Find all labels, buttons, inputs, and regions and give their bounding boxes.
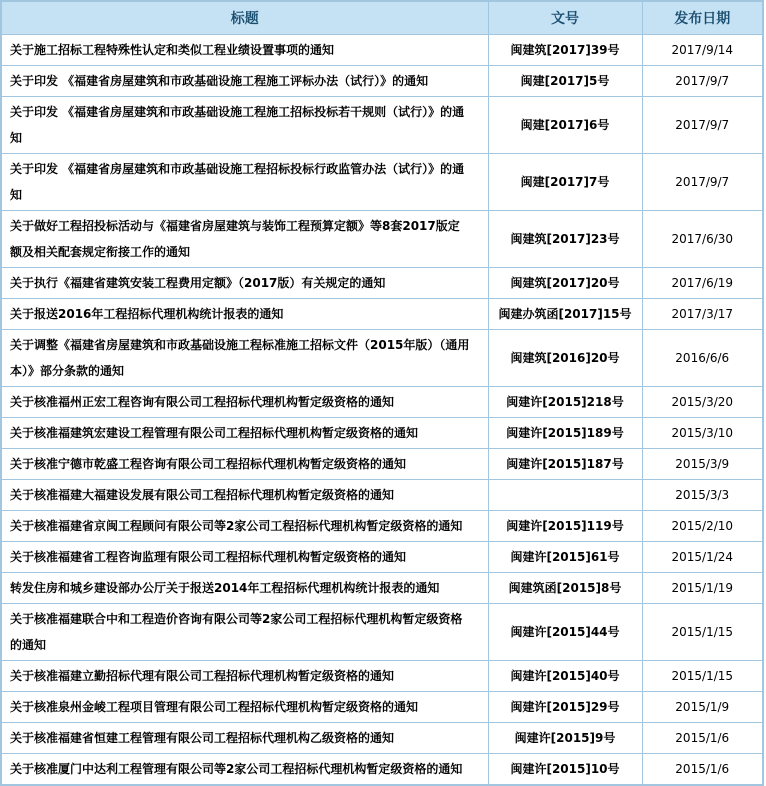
notice-title-cell[interactable]: 关于核准厦门中达利工程管理有限公司等2家公司工程招标代理机构暂定级资格的通知 xyxy=(1,753,488,785)
publish-date-cell: 2015/1/15 xyxy=(642,660,763,691)
notice-title-cell[interactable]: 关于核准福建筑宏建设工程管理有限公司工程招标代理机构暂定级资格的通知 xyxy=(1,417,488,448)
table-row xyxy=(1,96,763,153)
table-row xyxy=(1,153,763,210)
notice-title-cell[interactable]: 关于核准福建省恒建工程管理有限公司工程招标代理机构乙级资格的通知 xyxy=(1,722,488,753)
doc-number-cell: 闽建许[2015]187号 xyxy=(488,448,642,479)
publish-date-cell: 2015/3/10 xyxy=(642,417,763,448)
doc-number-cell: 闽建许[2015]218号 xyxy=(488,386,642,417)
notice-title-cell[interactable]: 关于报送2016年工程招标代理机构统计报表的通知 xyxy=(1,298,488,329)
table-row xyxy=(1,65,763,96)
notice-title-cell[interactable]: 关于印发 《福建省房屋建筑和市政基础设施工程施工评标办法（试行）》的通知 xyxy=(1,65,488,96)
table-row xyxy=(1,691,763,722)
doc-number-cell: 闽建[2017]6号 xyxy=(488,96,642,153)
doc-number-cell: 闽建筑[2017]39号 xyxy=(488,34,642,65)
notice-title-cell[interactable]: 关于核准福建省京闽工程顾问有限公司等2家公司工程招标代理机构暂定级资格的通知 xyxy=(1,510,488,541)
table-row xyxy=(1,386,763,417)
publish-date-cell: 2015/1/15 xyxy=(642,603,763,660)
publish-date-cell: 2015/1/9 xyxy=(642,691,763,722)
table-row xyxy=(1,448,763,479)
doc-number-cell: 闽建筑[2017]23号 xyxy=(488,210,642,267)
publish-date-cell: 2015/1/24 xyxy=(642,541,763,572)
notice-title-cell[interactable]: 关于执行《福建省建筑安装工程费用定额》（2017版）有关规定的通知 xyxy=(1,267,488,298)
publish-date-cell: 2017/9/7 xyxy=(642,65,763,96)
doc-number-cell: 闽建许[2015]119号 xyxy=(488,510,642,541)
publish-date-cell: 2017/6/19 xyxy=(642,267,763,298)
publish-date-cell: 2015/3/3 xyxy=(642,479,763,510)
notice-title-cell[interactable]: 关于印发 《福建省房屋建筑和市政基础设施工程施工招标投标若干规则（试行）》的通知 xyxy=(1,96,488,153)
doc-number-cell: 闽建[2017]5号 xyxy=(488,65,642,96)
table-row xyxy=(1,329,763,386)
table-row xyxy=(1,510,763,541)
doc-number-cell: 闽建许[2015]40号 xyxy=(488,660,642,691)
doc-number-cell: 闽建筑[2016]20号 xyxy=(488,329,642,386)
table-row xyxy=(1,753,763,785)
doc-number-cell: 闽建许[2015]61号 xyxy=(488,541,642,572)
table-row xyxy=(1,541,763,572)
publish-date-cell: 2017/9/7 xyxy=(642,153,763,210)
notice-title-cell[interactable]: 转发住房和城乡建设部办公厅关于报送2014年工程招标代理机构统计报表的通知 xyxy=(1,572,488,603)
publish-date-cell: 2017/9/7 xyxy=(642,96,763,153)
notice-title-cell[interactable]: 关于核准福州正宏工程咨询有限公司工程招标代理机构暂定级资格的通知 xyxy=(1,386,488,417)
table-header-row xyxy=(1,1,763,34)
publish-date-cell: 2017/3/17 xyxy=(642,298,763,329)
publish-date-cell: 2015/1/19 xyxy=(642,572,763,603)
publish-date-cell: 2015/1/6 xyxy=(642,753,763,785)
notice-title-cell[interactable]: 关于核准福建立勤招标代理有限公司工程招标代理机构暂定级资格的通知 xyxy=(1,660,488,691)
table-row xyxy=(1,34,763,65)
table-row xyxy=(1,722,763,753)
notice-title-cell[interactable]: 关于施工招标工程特殊性认定和类似工程业绩设置事项的通知 xyxy=(1,34,488,65)
notice-title-cell[interactable]: 关于核准福建大福建设发展有限公司工程招标代理机构暂定级资格的通知 xyxy=(1,479,488,510)
notice-title-cell[interactable]: 关于核准福建省工程咨询监理有限公司工程招标代理机构暂定级资格的通知 xyxy=(1,541,488,572)
notice-title-cell[interactable]: 关于核准福建联合中和工程造价咨询有限公司等2家公司工程招标代理机构暂定级资格的通知 xyxy=(1,603,488,660)
doc-number-cell: 闽建办筑函[2017]15号 xyxy=(488,298,642,329)
publish-date-cell: 2015/3/20 xyxy=(642,386,763,417)
notice-title-cell[interactable]: 关于印发 《福建省房屋建筑和市政基础设施工程招标投标行政监管办法（试行）》的通知 xyxy=(1,153,488,210)
doc-number-cell: 闽建许[2015]29号 xyxy=(488,691,642,722)
notice-title-cell[interactable]: 关于核准泉州金崚工程项目管理有限公司工程招标代理机构暂定级资格的通知 xyxy=(1,691,488,722)
column-header-doc-number: 文号 xyxy=(488,1,642,34)
notice-title-cell[interactable]: 关于做好工程招投标活动与《福建省房屋建筑与装饰工程预算定额》等8套2017版定额及相关配套规定衔接工作的通知 xyxy=(1,210,488,267)
doc-number-cell: 闽建许[2015]189号 xyxy=(488,417,642,448)
doc-number-cell: 闽建筑[2017]20号 xyxy=(488,267,642,298)
table-row xyxy=(1,210,763,267)
notice-title-cell[interactable]: 关于核准宁德市乾盛工程咨询有限公司工程招标代理机构暂定级资格的通知 xyxy=(1,448,488,479)
table-row xyxy=(1,660,763,691)
doc-number-cell: 闽建许[2015]44号 xyxy=(488,603,642,660)
notice-title-cell[interactable]: 关于调整《福建省房屋建筑和市政基础设施工程标准施工招标文件（2015年版）（通用本）》部分条款的通知 xyxy=(1,329,488,386)
table-row xyxy=(1,572,763,603)
publish-date-cell: 2016/6/6 xyxy=(642,329,763,386)
publish-date-cell: 2015/3/9 xyxy=(642,448,763,479)
publish-date-cell: 2017/9/14 xyxy=(642,34,763,65)
table-row xyxy=(1,479,763,510)
table-row xyxy=(1,267,763,298)
doc-number-cell: 闽建[2017]7号 xyxy=(488,153,642,210)
publish-date-cell: 2017/6/30 xyxy=(642,210,763,267)
doc-number-cell: 闽建许[2015]10号 xyxy=(488,753,642,785)
column-header-publish-date: 发布日期 xyxy=(642,1,763,34)
table-row xyxy=(1,298,763,329)
doc-number-cell: 闽建筑函[2015]8号 xyxy=(488,572,642,603)
doc-number-cell xyxy=(488,479,642,510)
publish-date-cell: 2015/2/10 xyxy=(642,510,763,541)
publish-date-cell: 2015/1/6 xyxy=(642,722,763,753)
table-row xyxy=(1,417,763,448)
column-header-title: 标题 xyxy=(1,1,488,34)
table-row xyxy=(1,603,763,660)
doc-number-cell: 闽建许[2015]9号 xyxy=(488,722,642,753)
